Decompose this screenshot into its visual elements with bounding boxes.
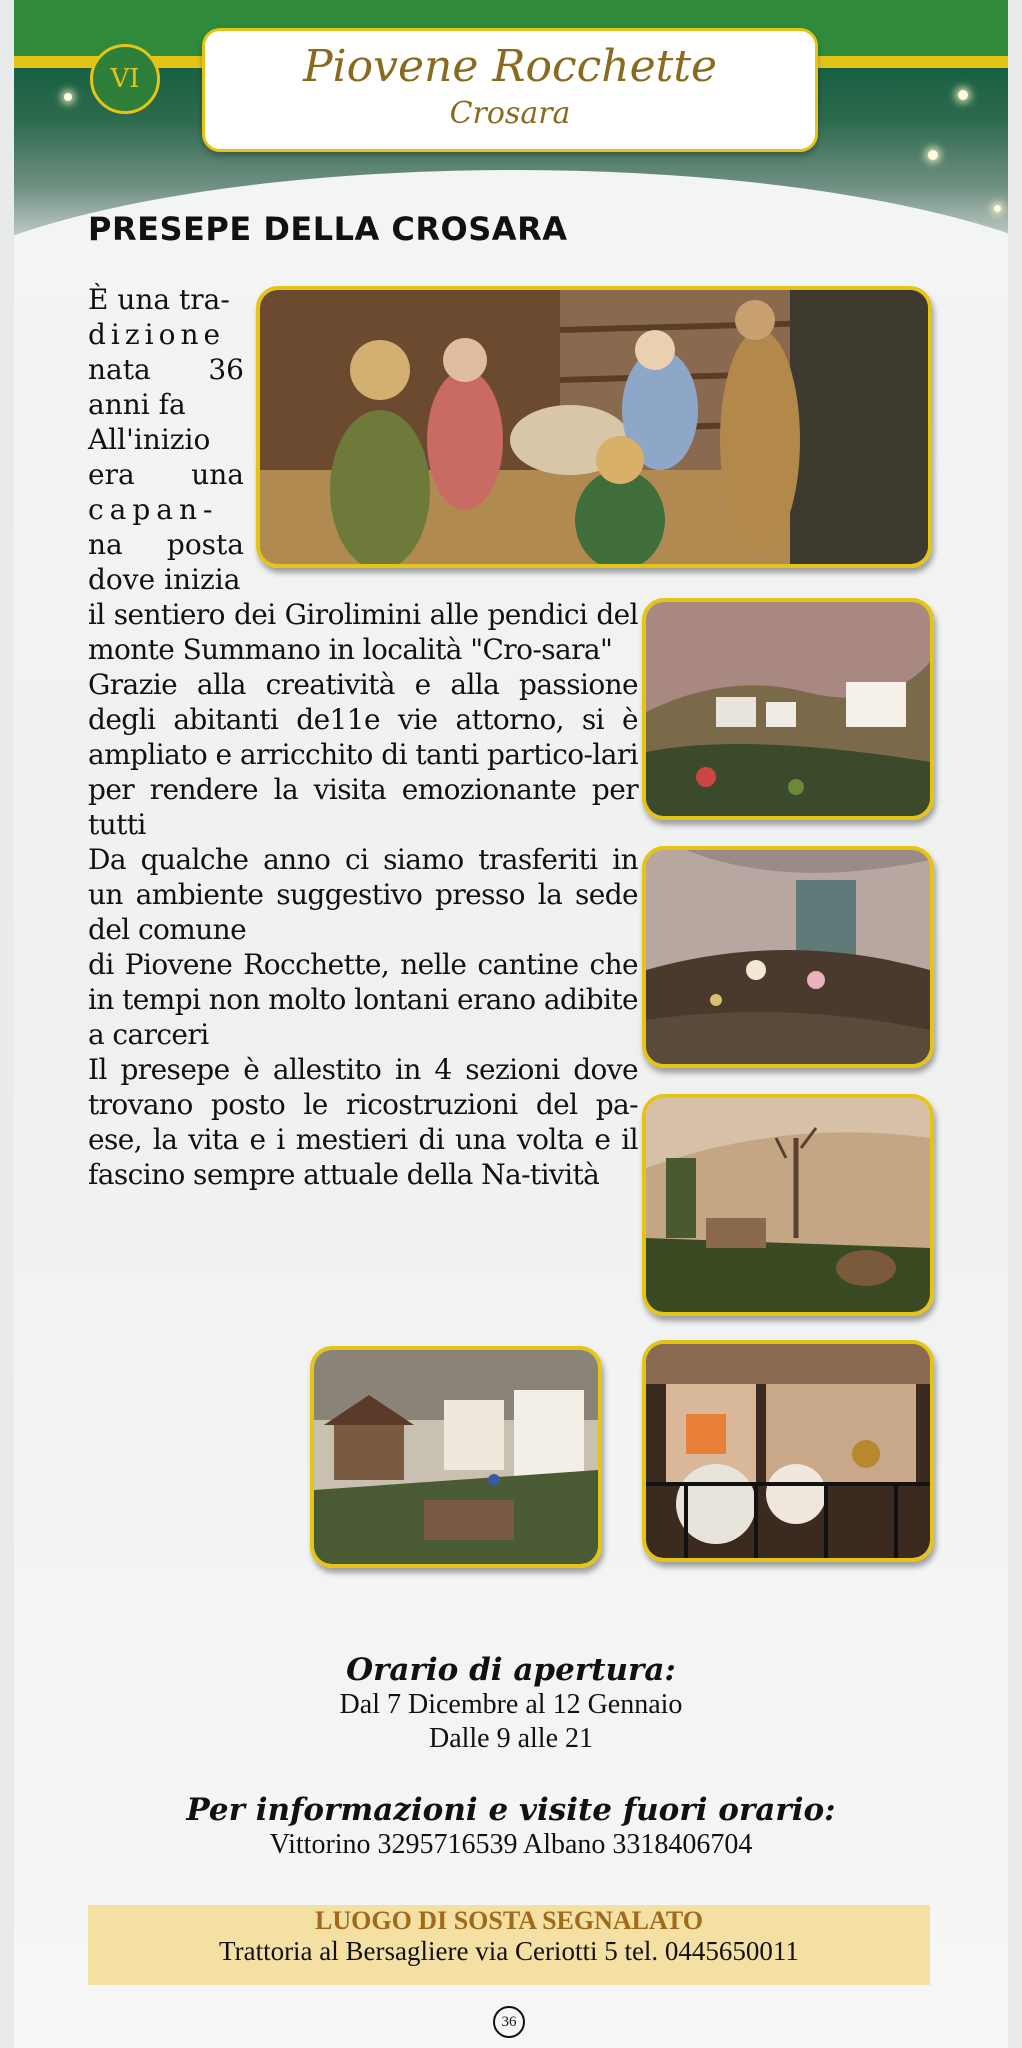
paragraph: Da qualche anno ci siamo trasferiti in un ambiente suggestivo presso la sede del comune bbox=[88, 843, 638, 946]
houses-photo bbox=[310, 1346, 602, 1568]
narrow-line: dove inizia bbox=[88, 563, 241, 596]
nativity-photo bbox=[256, 286, 932, 568]
rest-stop-heading: LUOGO DI SOSTA SEGNALATO bbox=[315, 1906, 703, 1935]
cave-scene-photo bbox=[642, 846, 934, 1068]
star-icon bbox=[928, 150, 938, 160]
opening-hours bbox=[14, 1652, 1008, 1756]
narrow-line: capan- bbox=[88, 493, 219, 526]
hours-times: Dalle 9 alle 21 bbox=[428, 1723, 594, 1754]
countryside-photo bbox=[642, 1094, 934, 1316]
narrow-line: È una tra- bbox=[88, 283, 230, 316]
paragraph: il sentiero dei Girolimini alle pendici del monte Summano in località "Cro-sara" bbox=[88, 598, 638, 666]
hours-heading: Orario di apertura: bbox=[346, 1652, 676, 1688]
header-banner bbox=[14, 0, 1008, 300]
narrow-line: era una bbox=[88, 458, 244, 491]
star-icon bbox=[994, 205, 1001, 212]
hours-dates: Dal 7 Dicembre al 12 Gennaio bbox=[339, 1689, 683, 1720]
town-title: Piovene Rocchette bbox=[302, 41, 718, 92]
workshop-photo bbox=[642, 1340, 934, 1562]
paragraph: Il presepe è allestito in 4 sezioni dove trovano posto le ricostruzioni del pa-ese, la vita e i mestieri di una volta e il fascino sempre attuale della Na-tività bbox=[88, 1053, 638, 1191]
village-photo bbox=[642, 598, 934, 820]
paragraph: Grazie alla creatività e alla passione degli abitanti de11e vie attorno, si è ampliato e arricchito di tanti partico-lari per rendere la visita emozionante per tutti bbox=[88, 668, 638, 841]
chapter-badge: VI bbox=[90, 44, 160, 114]
narrow-line: All'inizio bbox=[88, 423, 211, 456]
narrow-line: na posta bbox=[88, 528, 244, 561]
star-icon bbox=[958, 90, 968, 100]
narrow-line: dizione bbox=[88, 318, 226, 351]
narrow-line: anni fa bbox=[88, 388, 186, 421]
title-box bbox=[202, 28, 818, 152]
info-contacts: Vittorino 3295716539 Albano 3318406704 bbox=[269, 1829, 753, 1860]
brochure-page bbox=[14, 0, 1008, 2048]
info-section bbox=[14, 1792, 1008, 1862]
page-number: 36 bbox=[493, 2006, 525, 2038]
rest-stop-box bbox=[88, 1905, 930, 1985]
info-heading: Per informazioni e visite fuori orario: bbox=[186, 1792, 836, 1828]
rest-stop-details: Trattoria al Bersagliere via Ceriotti 5 tel. 0445650011 bbox=[219, 1936, 799, 1966]
location-subtitle: Crosara bbox=[449, 96, 571, 131]
narrow-line: nata 36 bbox=[88, 353, 244, 386]
article-title: PRESEPE DELLA CROSARA bbox=[88, 210, 568, 248]
star-icon bbox=[64, 93, 72, 101]
paragraph: di Piovene Rocchette, nelle cantine che in tempi non molto lontani erano adibite a carceri bbox=[88, 948, 638, 1051]
